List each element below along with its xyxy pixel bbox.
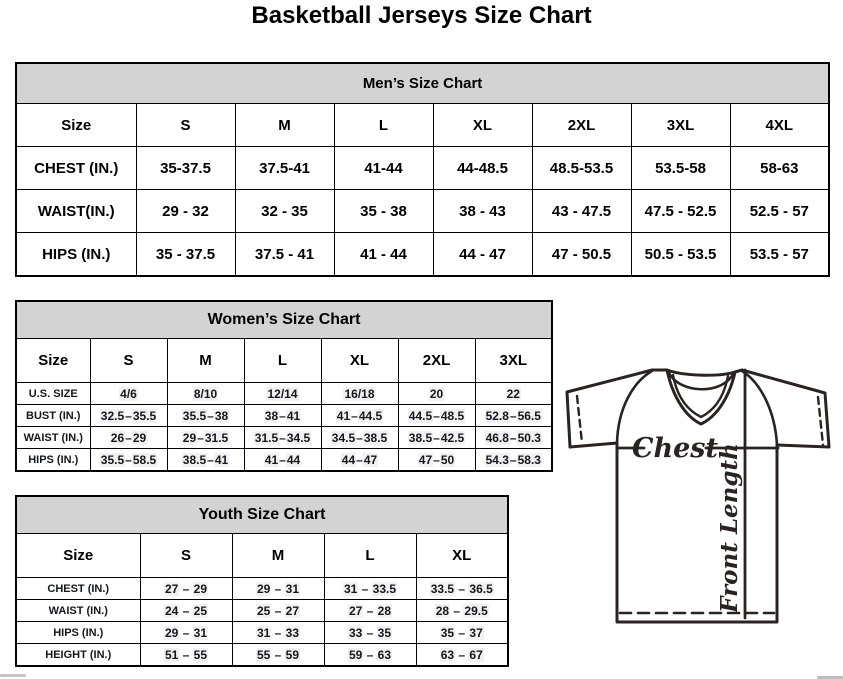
women-value-cell: 31.5–34.5 <box>244 427 321 449</box>
men-value-cell: 43 - 47.5 <box>532 190 631 233</box>
women-value-cell: 12/14 <box>244 383 321 405</box>
men-value-cell: 53.5-58 <box>631 147 730 190</box>
women-value-cell: 32.5–35.5 <box>90 405 167 427</box>
men-size-col-3xl: 3XL <box>631 104 730 147</box>
youth-row-label: CHEST (IN.) <box>16 578 140 600</box>
youth-chart-title: Youth Size Chart <box>16 496 508 534</box>
women-value-cell: 35.5–38 <box>167 405 244 427</box>
women-value-cell: 44–47 <box>321 449 398 472</box>
men-value-cell: 50.5 - 53.5 <box>631 233 730 277</box>
youth-value-cell: 51 – 55 <box>140 644 232 667</box>
youth-value-cell: 63 – 67 <box>416 644 508 667</box>
women-value-cell: 38.5–42.5 <box>398 427 475 449</box>
men-value-cell: 37.5-41 <box>235 147 334 190</box>
women-size-col-s: S <box>90 339 167 383</box>
jersey-diagram <box>558 360 834 626</box>
men-value-cell: 44 - 47 <box>433 233 532 277</box>
men-value-cell: 44-48.5 <box>433 147 532 190</box>
youth-value-cell: 27 – 28 <box>324 600 416 622</box>
men-size-col-2xl: 2XL <box>532 104 631 147</box>
men-value-cell: 47.5 - 52.5 <box>631 190 730 233</box>
men-size-col-s: S <box>136 104 235 147</box>
women-row-label: WAIST (IN.) <box>16 427 90 449</box>
youth-value-cell: 29 – 31 <box>232 578 324 600</box>
youth-value-cell: 31 – 33.5 <box>324 578 416 600</box>
womens-size-table <box>15 300 553 472</box>
women-row-label: BUST (IN.) <box>16 405 90 427</box>
youth-value-cell: 28 – 29.5 <box>416 600 508 622</box>
youth-size-col-m: M <box>232 534 324 578</box>
men-size-header: Size <box>16 104 136 147</box>
women-value-cell: 35.5–58.5 <box>90 449 167 472</box>
men-value-cell: 58-63 <box>730 147 829 190</box>
women-size-col-l: L <box>244 339 321 383</box>
men-value-cell: 37.5 - 41 <box>235 233 334 277</box>
youth-value-cell: 35 – 37 <box>416 622 508 644</box>
women-value-cell: 46.8–50.3 <box>475 427 552 449</box>
men-value-cell: 35 - 38 <box>334 190 433 233</box>
jersey-body-outline <box>567 370 829 622</box>
men-size-col-4xl: 4XL <box>730 104 829 147</box>
women-value-cell: 52.8–56.5 <box>475 405 552 427</box>
women-size-col-3xl: 3XL <box>475 339 552 383</box>
men-value-cell: 48.5-53.5 <box>532 147 631 190</box>
youth-value-cell: 24 – 25 <box>140 600 232 622</box>
youth-value-cell: 33.5 – 36.5 <box>416 578 508 600</box>
women-chart-title: Women’s Size Chart <box>16 301 552 339</box>
youth-row-label: WAIST (IN.) <box>16 600 140 622</box>
men-row-label: HIPS (IN.) <box>16 233 136 277</box>
youth-row-label: HEIGHT (IN.) <box>16 644 140 667</box>
youth-value-cell: 59 – 63 <box>324 644 416 667</box>
men-value-cell: 41-44 <box>334 147 433 190</box>
men-chart-title: Men’s Size Chart <box>16 63 829 104</box>
women-value-cell: 47–50 <box>398 449 475 472</box>
men-value-cell: 41 - 44 <box>334 233 433 277</box>
youth-value-cell: 55 – 59 <box>232 644 324 667</box>
mens-size-table <box>15 62 830 277</box>
scrollbar-fragment-left[interactable] <box>0 674 26 677</box>
women-value-cell: 41–44 <box>244 449 321 472</box>
women-value-cell: 41–44.5 <box>321 405 398 427</box>
youth-value-cell: 27 – 29 <box>140 578 232 600</box>
youth-value-cell: 33 – 35 <box>324 622 416 644</box>
chest-label: Chest <box>632 433 718 464</box>
women-row-label: HIPS (IN.) <box>16 449 90 472</box>
women-size-header: Size <box>16 339 90 383</box>
women-value-cell: 34.5–38.5 <box>321 427 398 449</box>
youth-value-cell: 31 – 33 <box>232 622 324 644</box>
men-value-cell: 29 - 32 <box>136 190 235 233</box>
men-size-col-xl: XL <box>433 104 532 147</box>
front-length-label: Front Length <box>716 443 743 613</box>
men-value-cell: 35 - 37.5 <box>136 233 235 277</box>
men-row-label: CHEST (IN.) <box>16 147 136 190</box>
women-size-col-2xl: 2XL <box>398 339 475 383</box>
youth-size-table <box>15 495 509 667</box>
women-value-cell: 16/18 <box>321 383 398 405</box>
page-title: Basketball Jerseys Size Chart <box>251 2 592 29</box>
women-value-cell: 20 <box>398 383 475 405</box>
women-value-cell: 38–41 <box>244 405 321 427</box>
women-value-cell: 26–29 <box>90 427 167 449</box>
women-value-cell: 38.5–41 <box>167 449 244 472</box>
women-value-cell: 4/6 <box>90 383 167 405</box>
women-value-cell: 22 <box>475 383 552 405</box>
women-value-cell: 54.3–58.3 <box>475 449 552 472</box>
youth-value-cell: 29 – 31 <box>140 622 232 644</box>
women-value-cell: 44.5–48.5 <box>398 405 475 427</box>
jersey-outline-svg <box>558 360 834 626</box>
women-row-label: U.S. SIZE <box>16 383 90 405</box>
women-value-cell: 29–31.5 <box>167 427 244 449</box>
youth-size-col-l: L <box>324 534 416 578</box>
men-value-cell: 32 - 35 <box>235 190 334 233</box>
women-value-cell: 8/10 <box>167 383 244 405</box>
men-value-cell: 53.5 - 57 <box>730 233 829 277</box>
men-value-cell: 38 - 43 <box>433 190 532 233</box>
youth-size-col-s: S <box>140 534 232 578</box>
men-value-cell: 47 - 50.5 <box>532 233 631 277</box>
men-value-cell: 52.5 - 57 <box>730 190 829 233</box>
youth-row-label: HIPS (IN.) <box>16 622 140 644</box>
youth-value-cell: 25 – 27 <box>232 600 324 622</box>
men-size-col-l: L <box>334 104 433 147</box>
women-size-col-m: M <box>167 339 244 383</box>
men-size-col-m: M <box>235 104 334 147</box>
youth-size-header: Size <box>16 534 140 578</box>
women-size-col-xl: XL <box>321 339 398 383</box>
men-row-label: WAIST(IN.) <box>16 190 136 233</box>
youth-size-col-xl: XL <box>416 534 508 578</box>
men-value-cell: 35-37.5 <box>136 147 235 190</box>
